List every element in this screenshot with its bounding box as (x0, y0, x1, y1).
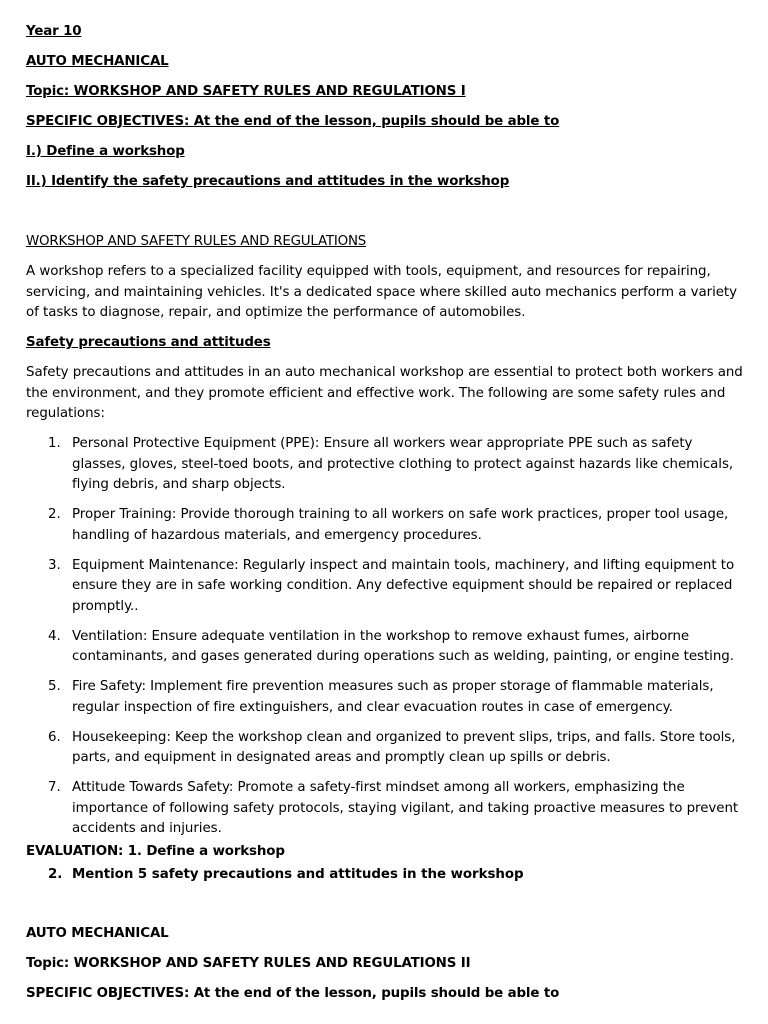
list-number: 5. (48, 679, 61, 694)
list-text: Fire Safety: Implement fire prevention measures such as proper storage of flammable materials, regular inspection of fire extinguishers, and clear evacuation routes in case of emergency. (72, 679, 714, 715)
objective-item: I.) Define a workshop (26, 144, 185, 159)
list-number: 2. (48, 507, 61, 522)
list-text: Ventilation: Ensure adequate ventilation in the workshop to remove exhaust fumes, airborne contaminants, and gases generated during operations such as welding, painting, or engine testing. (72, 628, 734, 664)
list-number: 3. (48, 557, 61, 573)
list-number: 7. (48, 780, 61, 795)
evaluation-line: EVALUATION: 1. Define a workshop (26, 843, 285, 859)
list-number: 1. (48, 436, 61, 451)
list-item (26, 728, 744, 769)
list-text: Personal Protective Equipment (PPE): Ensure all workers wear appropriate PPE such as safety glasses, gloves, steel-toed boots, and protective clothing to protect against hazards like chemicals, flying debris, and sharp objects. (72, 436, 734, 492)
list-item (26, 865, 744, 886)
section-heading: WORKSHOP AND SAFETY RULES AND REGULATIONS (26, 234, 367, 249)
topic-heading: Topic: WORKSHOP AND SAFETY RULES AND REGULATIONS II (26, 956, 471, 971)
list-item (26, 434, 744, 496)
safety-rules-list (26, 434, 744, 840)
list-item (26, 505, 744, 546)
list-number: 4. (48, 628, 61, 644)
document-page (26, 22, 744, 1014)
spacer (26, 202, 744, 232)
list-text: Attitude Towards Safety: Promote a safety-first mindset among all workers, emphasizing the importance of following safety protocols, staying vigilant, and taking proactive measures to prevent accidents and injuries. (72, 780, 739, 836)
year-heading: Year 10 (26, 24, 82, 39)
spacer (26, 895, 744, 924)
objectives-intro: SPECIFIC OBJECTIVES: At the end of the lesson, pupils should be able to (26, 114, 560, 129)
list-text: Mention 5 safety precautions and attitudes in the workshop (72, 867, 524, 882)
list-number: 6. (48, 729, 61, 745)
evaluation-list (26, 865, 744, 886)
list-text: Proper Training: Provide thorough training to all workers on safe work practices, proper tool usage, handling of hazardous materials, and emergency procedures. (72, 507, 729, 543)
list-number: 2. (48, 867, 63, 882)
list-item (26, 778, 744, 840)
list-text: Equipment Maintenance: Regularly inspect and maintain tools, machinery, and lifting equipment to ensure they are in safe working condition. Any defective equipment should be repaired or replaced promptly.. (72, 557, 735, 614)
workshop-definition: A workshop refers to a specialized facility equipped with tools, equipment, and resources for repairing, servicing, and maintaining vehicles. It's a dedicated space where skilled auto mechanics perform a variety of tasks to diagnose, repair, and optimize the performance of automobiles. (26, 264, 738, 320)
objective-item: II.) Identify the safety precautions and attitudes in the workshop (26, 174, 510, 189)
objectives-intro: SPECIFIC OBJECTIVES: At the end of the lesson, pupils should be able to (26, 986, 560, 1001)
safety-heading: Safety precautions and attitudes (26, 335, 271, 350)
list-text: Housekeeping: Keep the workshop clean and organized to prevent slips, trips, and falls. Store tools, parts, and equipment in designated areas and promptly clean up spills or debris. (72, 729, 736, 765)
safety-intro: Safety precautions and attitudes in an auto mechanical workshop are essential to protect both workers and the environment, and they promote efficient and effective work. The following are some safety rules and regulations: (26, 365, 743, 421)
list-item (26, 627, 744, 668)
subject-heading: AUTO MECHANICAL (26, 926, 169, 941)
list-item (26, 677, 744, 718)
topic-heading: Topic: WORKSHOP AND SAFETY RULES AND REGULATIONS I (26, 84, 466, 99)
list-item (26, 556, 744, 618)
subject-heading: AUTO MECHANICAL (26, 54, 169, 69)
